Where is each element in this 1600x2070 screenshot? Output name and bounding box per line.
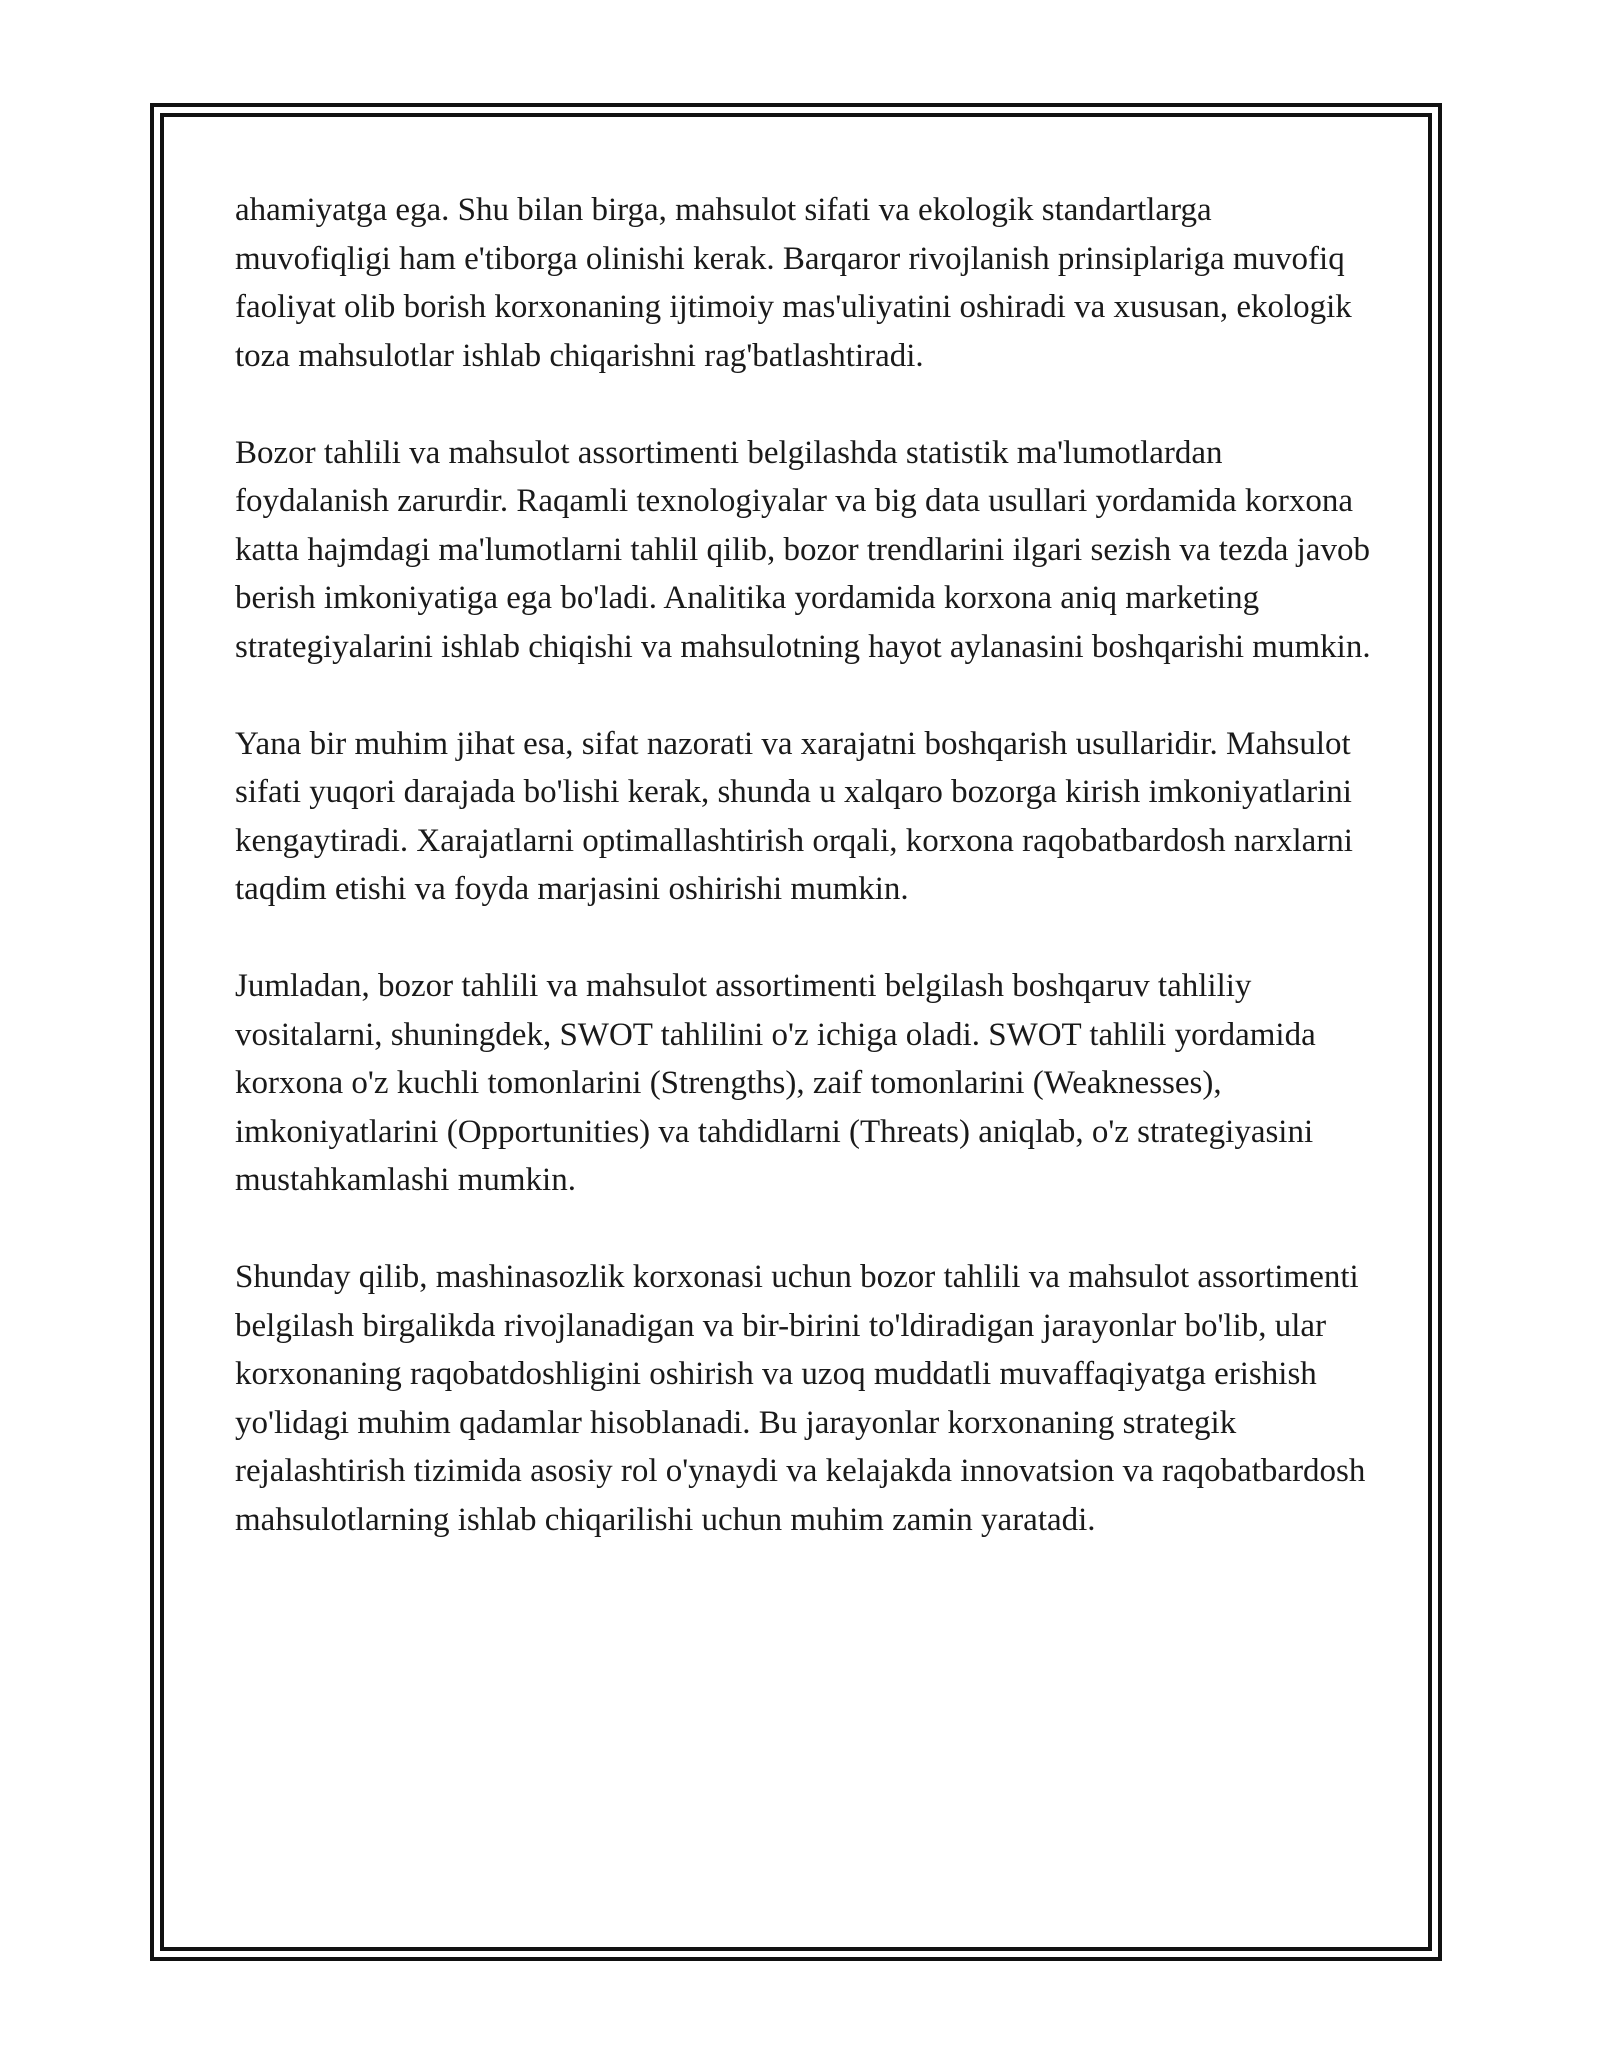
paragraph-5: Shunday qilib, mashinasozlik korxonasi uchun bozor tahlili va mahsulot assortimenti belgilash birgalikda rivojlanadigan va bir-birini to'ldiradigan jarayonlar bo'lib, ular korxonaning raqobatdoshligini oshirish va uzoq muddatli muvaffaqiyatga erishish yo'lidagi muhim qadamlar hisoblanadi. Bu jarayonlar korxonaning strategik rejalashtirish tizimida asosiy rol o'ynaydi va kelajakda innovatsion va raqobatbardosh mahsulotlarning ishlab chiqarilishi uchun muhim zamin yaratadi. [235, 1259, 1366, 1538]
paragraph-4: Jumladan, bozor tahlili va mahsulot assortimenti belgilash boshqaruv tahliliy vositalarni, shuningdek, SWOT tahlilini o'z ichiga oladi. SWOT tahlili yordamida korxona o'z kuchli tomonlarini (Strengths), zaif tomonlarini (Weaknesses), imkoniyatlarini (Opportunities) va tahdidlarni (Threats) aniqlab, o'z strategiyasini mustahkamlashi mumkin. [235, 968, 1316, 1198]
paragraph-2: Bozor tahlili va mahsulot assortimenti belgilashda statistik ma'lumotlardan foydalanish zarurdir. Raqamli texnologiyalar va big data usullari yordamida korxona katta hajmdagi ma'lumotlarni tahlil qilib, bozor trendlarini ilgari sezish va tezda javob berish imkoniyatiga ega bo'ladi. Analitika yordamida korxona aniq marketing strategiyalarini ishlab chiqishi va mahsulotning hayot aylanasini boshqarishi mumkin. [235, 434, 1371, 665]
paragraph-1: ahamiyatga ega. Shu bilan birga, mahsulot sifati va ekologik standartlarga muvofiqligi ham e'tiborga olinishi kerak. Barqaror rivojlanish prinsiplariga muvofiq faoliyat olib borish korxonaning ijtimoiy mas'uliyatini oshiradi va xususan, ekologik toza mahsulotlar ishlab chiqarishni rag'batlashtiradi. [235, 192, 1352, 374]
document-body [235, 186, 1375, 1544]
paragraph-3: Yana bir muhim jihat esa, sifat nazorati va xarajatni boshqarish usullaridir. Mahsulot sifati yuqori darajada bo'lishi kerak, shunda u xalqaro bozorga kirish imkoniyatlarini kengaytiradi. Xarajatlarni optimallashtirish orqali, korxona raqobatbardosh narxlarni taqdim etishi va foyda marjasini oshirishi mumkin. [235, 725, 1353, 907]
